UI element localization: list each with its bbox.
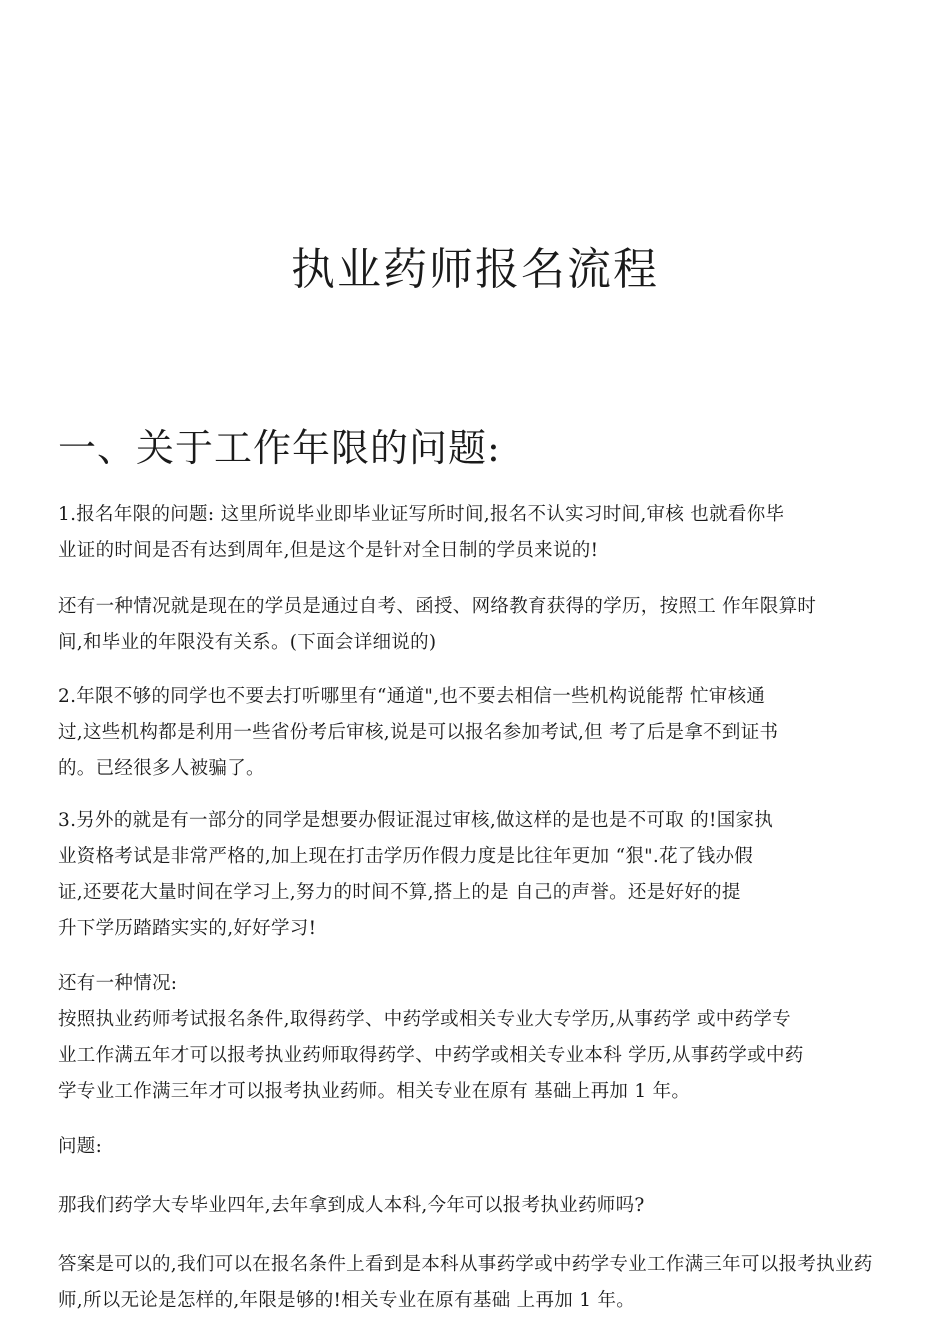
section-heading: 一、关于工作年限的问题: (58, 426, 501, 470)
paragraph-1 (58, 497, 890, 569)
paragraph-line: 师,所以无论是怎样的,年限是够的!相关专业在原有基础 上再加 1 年。 (58, 1290, 636, 1311)
paragraph-line: 问题: (58, 1136, 103, 1157)
paragraph-line: 那我们药学大专毕业四年,去年拿到成人本科,今年可以报考执业药师吗? (58, 1195, 645, 1216)
paragraph-line: 2.年限不够的同学也不要去打听哪里有“通道",也不要去相信一些机构说能帮 忙审核通 (58, 686, 766, 707)
paragraph-line: 业工作满五年才可以报考执业药师取得药学、中药学或相关专业本科 学历,从事药学或中药 (58, 1045, 804, 1066)
paragraph-line: 升下学历踏踏实实的,好好学习! (58, 918, 317, 939)
paragraph-line: 3.另外的就是有一部分的同学是想要办假证混过审核,做这样的是也是不可取 的!国家执 (58, 810, 774, 831)
question-label (58, 1129, 890, 1165)
paragraph-line: 还有一种情况就是现在的学员是通过自考、函授、网络教育获得的学历，按照工 作年限算时 (58, 596, 817, 617)
paragraph-line: 过,这些机构都是利用一些省份考后审核,说是可以报名参加考试,但 考了后是拿不到证书 (58, 722, 779, 743)
paragraph-line: 业资格考试是非常严格的,加上现在打击学历作假力度是比往年更加 “狠".花了钱办假 (58, 846, 754, 867)
paragraph-line: 业证的时间是否有达到周年,但是这个是针对全日制的学员来说的! (58, 540, 599, 561)
paragraph-line: 的。已经很多人被骗了。 (58, 758, 265, 779)
paragraph-line: 间,和毕业的年限没有关系。(下面会详细说的) (58, 632, 437, 653)
paragraph-3 (58, 679, 890, 787)
paragraph-4 (58, 803, 890, 947)
paragraph-line: 答案是可以的,我们可以在报名条件上看到是本科从事药学或中药学专业工作满三年可以报考执业药 (58, 1254, 873, 1275)
paragraph-line: 1.报名年限的问题: 这里所说毕业即毕业证写所时间,报名不认实习时间,审核 也就看你毕 (58, 504, 785, 525)
paragraph-2 (58, 589, 890, 661)
paragraph-line: 学专业工作满三年才可以报考执业药师。相关专业在原有 基础上再加 1 年。 (58, 1081, 691, 1102)
question-text (58, 1188, 890, 1224)
answer-text (58, 1247, 890, 1319)
paragraph-line: 按照执业药师考试报名条件,取得药学、中药学或相关专业大专学历,从事药学 或中药学专 (58, 1009, 791, 1030)
document-title: 执业药师报名流程 (291, 244, 659, 295)
paragraph-line: 证,还要花大量时间在学习上,努力的时间不算,搭上的是 自己的声誉。还是好好的提 (58, 882, 741, 903)
paragraph-5 (58, 966, 890, 1110)
paragraph-line: 还有一种情况: (58, 973, 178, 994)
